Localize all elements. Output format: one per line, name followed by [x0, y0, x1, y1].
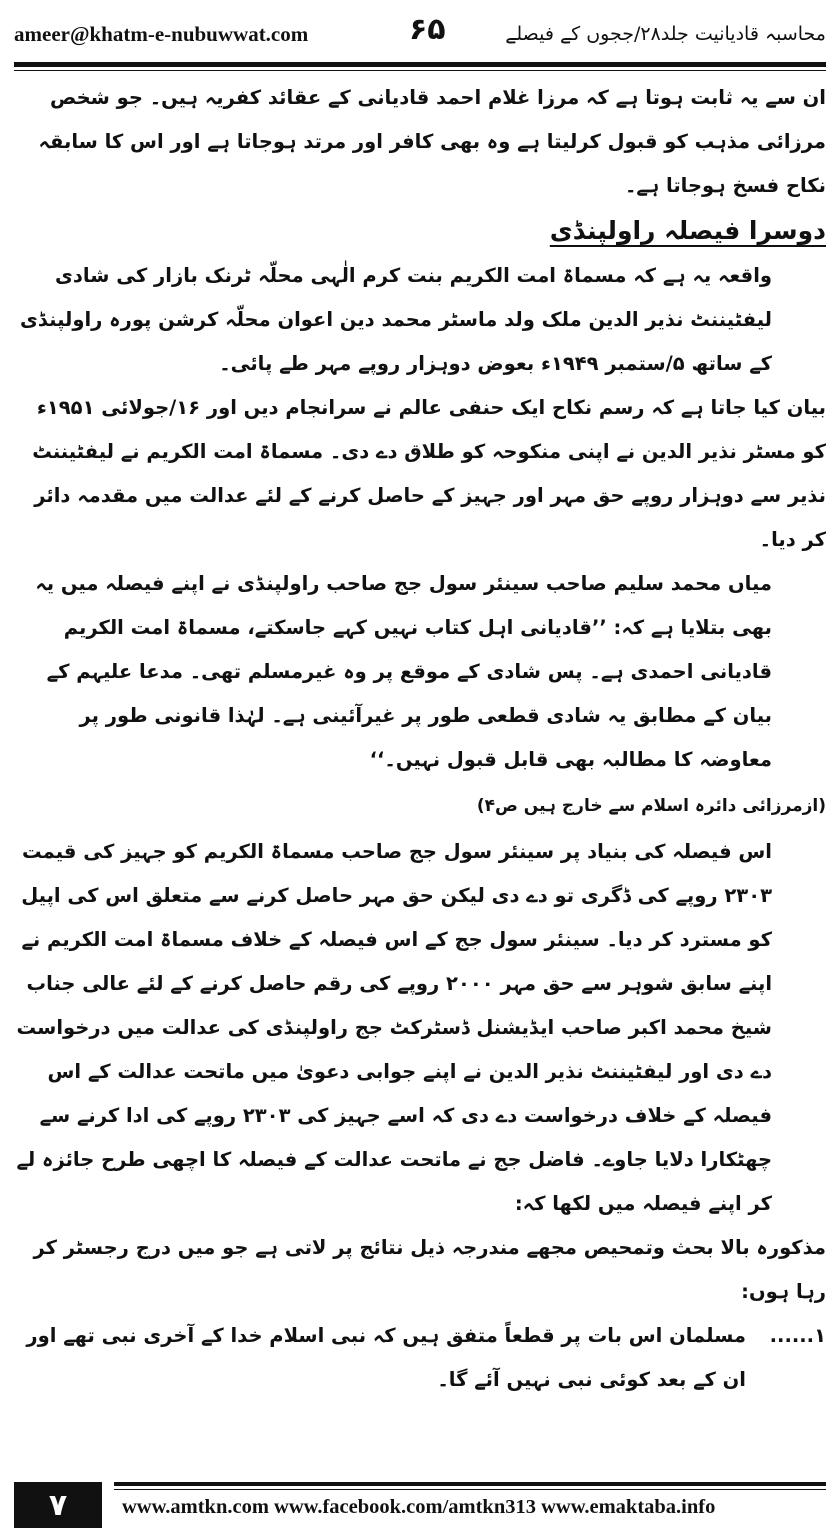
header-book-title: محاسبہ قادیانیت جلد۲۸/ججوں کے فیصلے — [505, 23, 826, 45]
paragraph-4: میاں محمد سلیم صاحب سینئر سول جج صاحب راولپنڈی نے اپنے فیصلہ میں یہ بھی بتلایا ہے کہ: ’’قادیانی اہل کتاب نہیں کہے جاسکتے، مسماۃ امت الکریم قادیانی احمدی ہے۔ پس شادی کے موقع پر وہ غیرمسلم تھی۔ مدعا علیہم کے بیان کے مطابق یہ شادی قطعی طور پر غیرآئینی ہے۔ لہٰذا قانونی طور پر معاوضہ کا مطالبہ بھی قابل قبول نہیں۔‘‘ — [35, 572, 772, 771]
list-item-text: مسلمان اس بات پر قطعاً متفق ہیں کہ نبی اسلام خدا کے آخری نبی تھے اور ان کے بعد کوئی نبی نہیں آئے گا۔ — [26, 1324, 746, 1391]
page-body — [14, 76, 826, 1461]
paragraph-3: بیان کیا جاتا ہے کہ رسم نکاح ایک حنفی عالم نے سرانجام دیں اور ۱۶/جولائی ۱۹۵۱ء کو مسٹر نذیر الدین نے اپنی منکوحہ کو طلاق دے دی۔ مسماۃ امت الکریم نے لیفٹیننٹ نذیر سے دوہزار روپے حق مہر اور جہیز کے حاصل کرنے کے لئے عدالت میں مقدمہ دائر کر دیا۔ — [32, 396, 826, 551]
footer-page-number: ۷ — [14, 1482, 102, 1528]
page-footer — [14, 1476, 826, 1532]
list-item — [14, 1314, 826, 1402]
citation: (ازمرزائی دائرہ اسلام سے خارج ہیں ص۴) — [476, 796, 826, 816]
paragraph-1: ان سے یہ ثابت ہوتا ہے کہ مرزا غلام احمد قادیانی کے عقائد کفریہ ہیں۔ جو شخص مرزائی مذہب کو قبول کرلیتا ہے وہ بھی کافر اور مرتد ہوجاتا ہے اور اس کا سابقہ نکاح فسخ ہوجاتا ہے۔ — [38, 86, 826, 197]
header-page-number: ۶۵ — [409, 12, 446, 47]
paragraph-2: واقعہ یہ ہے کہ مسماۃ امت الکریم بنت کرم الٰہی محلّہ ٹرنک بازار کی شادی لیفٹیننٹ نذیر الدین ملک ولد ماسٹر محمد دین اعوان محلّہ کرشن پورہ راولپنڈی کے ساتھ ۵/ستمبر ۱۹۴۹ء بعوض دوہزار روپے مہر طے پائی۔ — [19, 264, 772, 375]
paragraph-5: اس فیصلہ کی بنیاد پر سینئر سول جج صاحب مسماۃ الکریم کو جہیز کی قیمت ۲۳۰۳ روپے کی ڈگری تو دے دی لیکن حق مہر حاصل کرنے سے متعلق اس کی اپیل کو مسترد کر دیا۔ سینئر سول جج کے اس فیصلہ کے خلاف مسماۃ امت الکریم نے اپنے سابق شوہر سے حق مہر ۲۰۰۰ روپے کی رقم حاصل کرنے کے لئے عالی جناب شیخ محمد اکبر صاحب ایڈیشنل ڈسٹرکٹ جج راولپنڈی کی عدالت میں درخواست دے دی اور لیفٹیننٹ نذیر الدین نے اپنے جوابی دعویٰ میں ماتحت عدالت کے اس فیصلہ کے خلاف درخواست دے دی کہ اسے جہیز کی ۲۳۰۳ روپے کی ادا کرنے سے چھٹکارا دلایا جاوے۔ فاضل جج نے ماتحت عدالت کے فیصلہ کا اچھی طرح جائزہ لے کر اپنے فیصلہ میں لکھا کہ: — [16, 840, 772, 1215]
header-email: ameer@khatm-e-nubuwwat.com — [14, 21, 309, 46]
list-item-number: ۱...... — [769, 1324, 826, 1347]
header-rule-thick — [14, 62, 826, 67]
header-rule-thin — [14, 70, 826, 71]
page-header — [14, 6, 826, 62]
footer-rule-thin — [114, 1489, 826, 1490]
footer-links: www.amtkn.com www.facebook.com/amtkn313 www.emaktaba.info — [122, 1496, 716, 1518]
footer-rule-thick — [114, 1482, 826, 1486]
paragraph-6: مذکورہ بالا بحث وتمحیص مجھے مندرجہ ذیل نتائج پر لاتی ہے جو میں درج رجسٹر کر رہا ہوں: — [33, 1236, 826, 1303]
section-heading: دوسرا فیصلہ راولپنڈی — [549, 216, 826, 245]
